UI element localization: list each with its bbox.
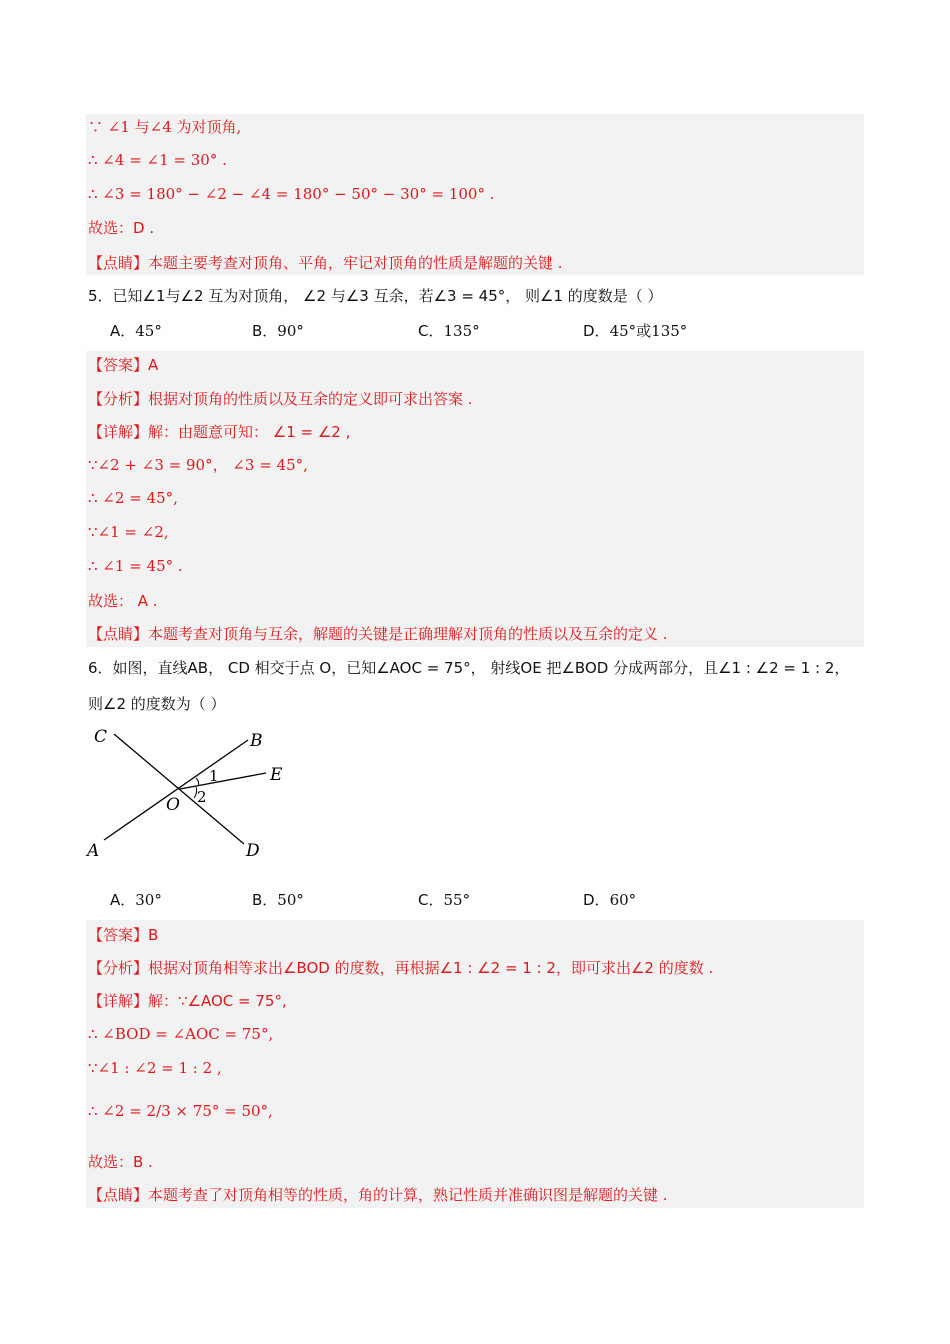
q5-answer: 【答案】A <box>88 356 159 374</box>
solution-line: ∴ ∠4 = ∠1 = 30° . <box>88 151 227 169</box>
option-label: C． <box>418 322 444 340</box>
option-text: 50° <box>277 891 304 909</box>
label-e: E <box>270 765 283 785</box>
ray-oe <box>180 773 266 789</box>
option-label: D． <box>583 322 610 340</box>
q6-option-a <box>110 890 162 910</box>
label-a: A <box>87 841 100 861</box>
choice-line: 故选：D . <box>88 219 155 237</box>
solution-line: ∴ ∠BOD = ∠AOC = 75°, <box>88 1025 274 1043</box>
q6-choice: 故选：B . <box>88 1153 153 1171</box>
line-ab <box>104 740 248 840</box>
option-label: A． <box>110 891 136 909</box>
q6-stem-line1: 6．如图，直线AB， CD 相交于点 O，已知∠AOC = 75°， 射线OE 把∠BOD 分成两部分，且∠1 : ∠2 = 1 : 2， <box>88 659 850 677</box>
remark-line: 【点睛】本题主要考查对顶角、平角，牢记对顶角的性质是解题的关键 . <box>88 254 563 272</box>
angle-1-arc <box>196 778 199 786</box>
option-text: 45° <box>135 322 162 340</box>
solution-line: ∴ ∠3 = 180° − ∠2 − ∠4 = 180° − 50° − 30° = 100° . <box>88 185 495 203</box>
option-label: B． <box>252 322 278 340</box>
line-cd <box>114 734 244 844</box>
intersecting-lines-figure <box>84 724 304 864</box>
solution-line: ∴ ∠2 = 45°, <box>88 489 178 507</box>
q6-option-c <box>418 890 470 910</box>
q5-option-c <box>418 321 480 341</box>
label-angle-2: 2 <box>197 788 207 806</box>
option-label: A． <box>110 322 136 340</box>
option-text: 90° <box>277 322 304 340</box>
q5-detail: 【详解】解：由题意可知： ∠1 = ∠2 , <box>88 423 351 441</box>
q6-option-b <box>252 890 304 910</box>
label-b: B <box>250 731 263 751</box>
q5-option-d <box>583 321 687 341</box>
option-label: D． <box>583 891 610 909</box>
solution-line: ∵∠1 : ∠2 = 1 : 2 , <box>88 1059 222 1077</box>
option-label: C． <box>418 891 444 909</box>
solution-line: ∵ ∠1 与∠4 为对顶角, <box>88 118 242 136</box>
q5-stem: 5．已知∠1与∠2 互为对顶角， ∠2 与∠3 互余，若∠3 = 45°， 则∠1 的度数是（ ） <box>88 287 663 305</box>
q6-detail: 【详解】解：∵∠AOC = 75°, <box>88 992 287 1010</box>
option-text: 30° <box>135 891 162 909</box>
q5-option-b <box>252 321 304 341</box>
option-text: 135° <box>443 322 480 340</box>
q5-remark: 【点睛】本题考查对顶角与互余，解题的关键是正确理解对顶角的性质以及互余的定义 . <box>88 625 668 643</box>
q6-option-d <box>583 890 636 910</box>
q5-choice: 故选： A . <box>88 592 158 610</box>
option-text: 55° <box>443 891 471 909</box>
q6-answer: 【答案】B <box>88 926 159 944</box>
q6-remark: 【点睛】本题考查了对顶角相等的性质，角的计算，熟记性质并准确识图是解题的关键 . <box>88 1186 668 1204</box>
q6-analysis: 【分析】根据对顶角相等求出∠BOD 的度数，再根据∠1 : ∠2 = 1 : 2，即可求出∠2 的度数 . <box>88 959 714 977</box>
option-label: B． <box>252 891 278 909</box>
label-angle-1: 1 <box>209 767 219 785</box>
option-text: 45°或135° <box>609 322 688 340</box>
solution-line: ∵∠1 = ∠2, <box>88 523 169 541</box>
solution-line: ∵∠2 + ∠3 = 90°， ∠3 = 45°, <box>88 456 308 474</box>
label-d: D <box>246 841 260 861</box>
q6-stem-line2: 则∠2 的度数为（ ） <box>88 695 226 713</box>
q5-analysis: 【分析】根据对顶角的性质以及互余的定义即可求出答案 . <box>88 390 473 408</box>
option-text: 60° <box>609 891 637 909</box>
label-c: C <box>94 727 108 747</box>
q5-option-a <box>110 321 162 341</box>
solution-line: ∴ ∠1 = 45° . <box>88 557 183 575</box>
solution-line: ∴ ∠2 = 2/3 × 75° = 50°, <box>88 1102 273 1120</box>
label-o: O <box>166 795 180 815</box>
